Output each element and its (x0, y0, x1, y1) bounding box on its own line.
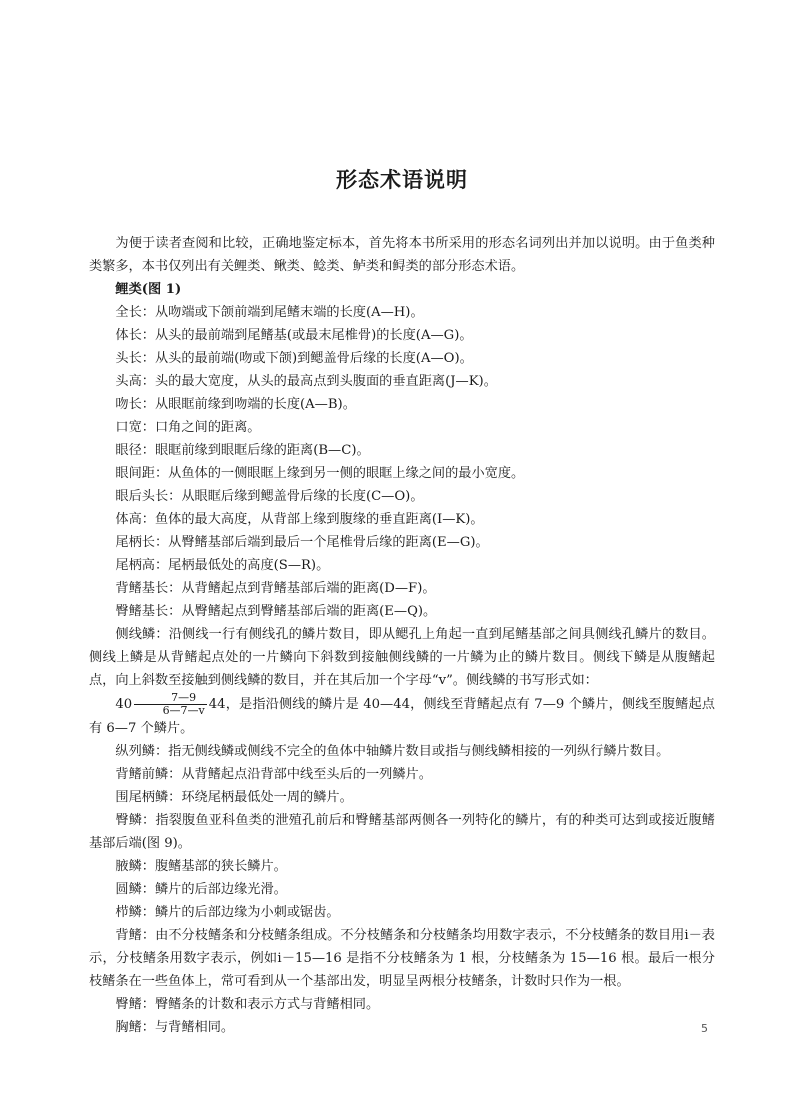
term-paragraph: 臀鳍基长：从臀鳍起点到臀鳍基部后端的距离(E—Q)。 (115, 604, 437, 619)
term-paragraph: 栉鳞：鳞片的后部边缘为小刺或锯齿。 (115, 905, 340, 920)
term-paragraph: 体高：鱼体的最大高度，从背部上缘到腹缘的垂直距离(I—K)。 (115, 512, 484, 527)
term-paragraph: 吻长：从眼眶前缘到吻端的长度(A—B)。 (115, 397, 356, 412)
term-paragraph: 围尾柄鳞：环绕尾柄最低处一周的鳞片。 (115, 790, 353, 805)
page-title: 形态术语说明 (336, 168, 468, 193)
term-paragraph: 全长：从吻端或下颌前端到尾鳍末端的长度(A—H)。 (115, 305, 424, 320)
intro-paragraph: 为便于读者查阅和比较，正确地鉴定标本，首先将本书所采用的形态名词列出并加以说明。由于鱼类种类繁多，本书仅列出有关鲤类、鳅类、鲶类、鲈类和鲟类的部分形态术语。 (89, 236, 715, 274)
section-heading: 鲤类(图 1) (115, 282, 182, 297)
document-body (89, 232, 715, 1039)
term-paragraph: 口宽：口角之间的距离。 (115, 420, 261, 435)
formula-left-value: 40 (115, 697, 133, 712)
term-paragraph: 体长：从头的最前端到尾鳍基(或最末尾椎骨)的长度(A—G)。 (115, 328, 473, 343)
scale-formula-fraction (134, 692, 207, 717)
term-paragraph: 头长：从头的最前端(吻或下颌)到鳃盖骨后缘的长度(A—O)。 (115, 351, 473, 366)
term-paragraph: 头高：头的最大宽度，从头的最高点到头腹面的垂直距离(J—K)。 (115, 374, 497, 389)
term-paragraph: 臀鳞：指裂腹鱼亚科鱼类的泄殖孔前后和臀鳍基部两侧各一列特化的鳞片，有的种类可达到或接近腹鳍基部后端(图 9)。 (89, 813, 715, 851)
term-paragraph: 背鳍前鳞：从背鳍起点沿背部中线至头后的一列鳞片。 (115, 767, 432, 782)
formula-numerator: 7—9 (134, 692, 207, 705)
term-paragraph: 圆鳞：鳞片的后部边缘光滑。 (115, 882, 287, 897)
formula-right-value: 44 (208, 697, 226, 712)
term-paragraph: 眼径：眼眶前缘到眼眶后缘的距离(B—C)。 (115, 443, 370, 458)
term-paragraph: 尾柄高：尾柄最低处的高度(S—R)。 (115, 558, 330, 573)
term-paragraph: 眼后头长：从眼眶后缘到鳃盖骨后缘的长度(C—O)。 (115, 489, 424, 504)
term-paragraph: 腋鳞：腹鳍基部的狭长鳞片。 (115, 859, 287, 874)
lateral-line-paragraph: 侧线鳞：沿侧线一行有侧线孔的鳞片数目，即从鳃孔上角起一直到尾鳍基部之间具侧线孔鳞片的数目。侧线上鳞是从背鳍起点处的一片鳞向下斜数到接触侧线鳞的一片鳞为止的鳞片数目。侧线下鳞是从腹鳍起点，向上斜数至接触到侧线鳞的数目，并在其后加一个字母“v”。侧线鳞的书写形式如： (89, 627, 715, 688)
term-paragraph: 眼间距：从鱼体的一侧眼眶上缘到另一侧的眼眶上缘之间的最小宽度。 (115, 466, 525, 481)
page-number: 5 (701, 1022, 708, 1035)
term-paragraph: 纵列鳞：指无侧线鳞或侧线不完全的鱼体中轴鳞片数目或指与侧线鳞相接的一列纵行鳞片数目。 (115, 744, 670, 759)
formula-explanation: ，是指沿侧线的鳞片是 40—44，侧线至背鳍起点有 7—9 个鳞片，侧线至腹鳍起点有 6—7 个鳞片。 (89, 697, 715, 736)
term-paragraph: 臀鳍：臀鳍条的计数和表示方式与背鳍相同。 (115, 997, 380, 1012)
formula-denominator: 6—7—v (162, 704, 205, 717)
term-paragraph: 背鳍：由不分枝鳍条和分枝鳍条组成。不分枝鳍条和分枝鳍条均用数字表示，不分枝鳍条的数目用ⅰ－表示，分枝鳍条用数字表示，例如ⅰ－15—16 是指不分枝鳍条为 1 根，分枝鳍条为 15—16 根。最后一根分枝鳍条在一些鱼体上，常可看到从一个基部出发，明显呈两根分枝鳍条，计数时只作为一根。 (89, 928, 715, 989)
term-paragraph: 胸鳍：与背鳍相同。 (115, 1020, 235, 1035)
term-paragraph: 背鳍基长：从背鳍起点到背鳍基部后端的距离(D—F)。 (115, 581, 436, 596)
lateral-line-formula-line (89, 692, 715, 740)
term-paragraph: 尾柄长：从臀鳍基部后端到最后一个尾椎骨后缘的距离(E—G)。 (115, 535, 489, 550)
